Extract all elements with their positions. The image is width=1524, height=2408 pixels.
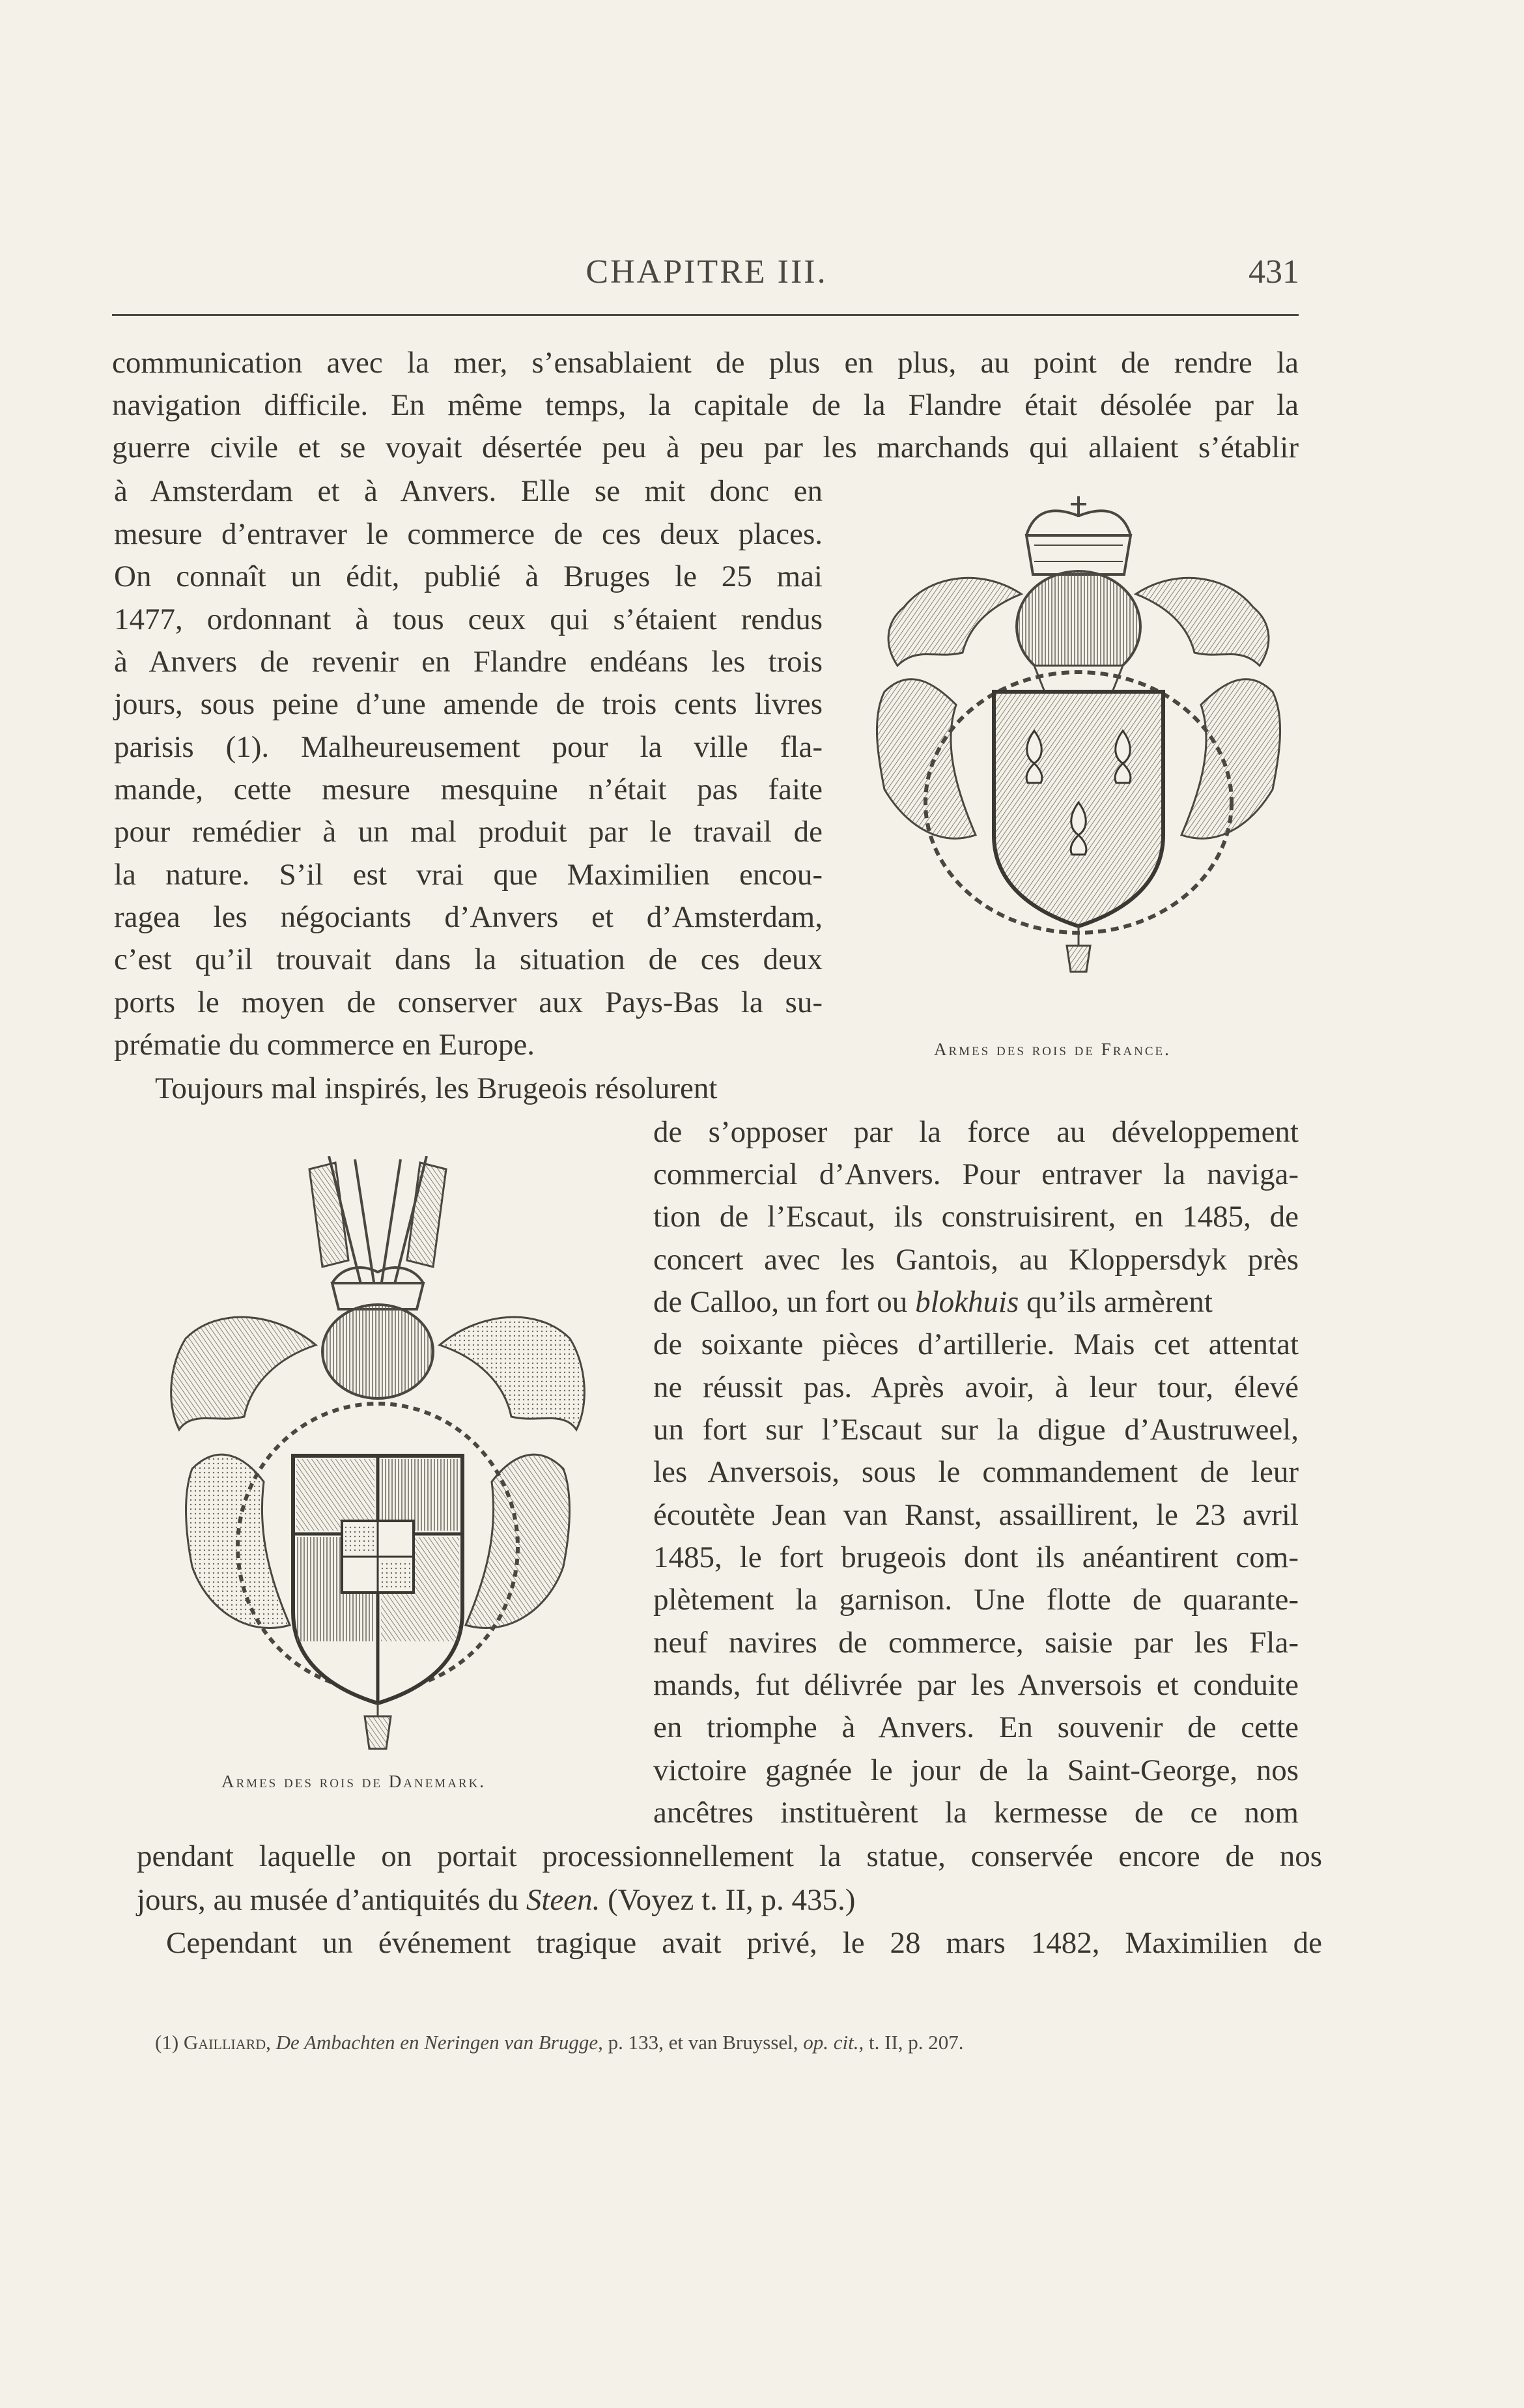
- text-line: Cependant un événement tragique avait privé, le 28 mars 1482, Maximilien de: [166, 1926, 1322, 1960]
- text-line: les Anversois, sous le commandement de leur: [653, 1455, 1299, 1489]
- coat-of-arms-danemark: [166, 1156, 589, 1759]
- footnote-opcit: op. cit.,: [803, 2031, 864, 2054]
- text-line: 1485, le fort brugeois dont ils anéantirent com-: [653, 1540, 1299, 1574]
- text-line: à Anvers de revenir en Flandre endéans les trois: [114, 645, 823, 679]
- text-line: communication avec la mer, s’ensablaient de plus en plus, au point de rendre la: [112, 346, 1299, 380]
- footnote: [155, 2031, 1112, 2054]
- text-line: commercial d’Anvers. Pour entraver la naviga-: [653, 1157, 1299, 1191]
- header-rule: [112, 314, 1299, 316]
- text-line: 1477, ordonnant à tous ceux qui s’étaient rendus: [114, 602, 823, 636]
- text-line: à Amsterdam et à Anvers. Elle se mit donc en: [114, 474, 823, 508]
- text-line: On connaît un édit, publié à Bruges le 25 mai: [114, 560, 823, 593]
- text-run: qu’ils armèrent: [1019, 1285, 1213, 1319]
- text-line: ragea les négociants d’Anvers et d’Amsterdam,: [114, 900, 823, 934]
- text-line: un fort sur l’Escaut sur la digue d’Austruweel,: [653, 1413, 1299, 1447]
- coat-of-arms-france: [858, 496, 1299, 1017]
- text-line: écoutète Jean van Ranst, assaillirent, le 23 avril: [653, 1498, 1299, 1532]
- text-line: mande, cette mesure mesquine n’était pas faite: [114, 772, 823, 806]
- text-run: jours, au musée d’antiquités du: [137, 1883, 526, 1917]
- france-arms-engraving: [858, 496, 1299, 1017]
- text-line: pour remédier à un mal produit par le travail de: [114, 815, 823, 849]
- text-line: mands, fut délivrée par les Anversois et conduite: [653, 1668, 1299, 1702]
- text-line: [653, 1282, 1299, 1322]
- footnote-author: Gailliard,: [183, 2031, 276, 2054]
- text-line: concert avec les Gantois, au Kloppersdyk près: [653, 1243, 1299, 1277]
- text-run: (Voyez t. II, p. 435.): [600, 1883, 856, 1917]
- text-line: mesure d’entraver le commerce de ces deux places.: [114, 517, 823, 551]
- text-line: de soixante pièces d’artillerie. Mais cet attentat: [653, 1327, 1299, 1361]
- text-line: tion de l’Escaut, ils construisirent, en 1485, de: [653, 1200, 1299, 1234]
- text-line: jours, sous peine d’une amende de trois cents livres: [114, 687, 823, 721]
- running-head: [114, 253, 1299, 292]
- caption-danemark: Armes des rois de Danemark.: [221, 1772, 487, 1791]
- text-line: parisis (1). Malheureusement pour la ville fla-: [114, 730, 823, 764]
- danemark-arms-engraving: [166, 1156, 589, 1759]
- footnote-end: t. II, p. 207.: [864, 2031, 964, 2054]
- text-line: navigation difficile. En même temps, la capitale de la Flandre était désolée par la: [112, 388, 1299, 422]
- footnote-marker: (1): [155, 2031, 184, 2054]
- page-number: 431: [1249, 253, 1299, 290]
- text-line: de s’opposer par la force au développement: [653, 1115, 1299, 1149]
- text-run: de Calloo, un fort ou: [653, 1285, 916, 1319]
- text-line: pendant laquelle on portait processionnellement la statue, conservée encore de nos: [137, 1839, 1322, 1873]
- text-line: [137, 1880, 855, 1919]
- italic-term-blokhuis: blokhuis: [915, 1285, 1019, 1319]
- text-line: la nature. S’il est vrai que Maximilien encou-: [114, 858, 823, 892]
- text-line: Toujours mal inspirés, les Brugeois résolurent: [155, 1071, 718, 1105]
- text-line: en triomphe à Anvers. En souvenir de cette: [653, 1710, 1299, 1744]
- text-line: guerre civile et se voyait désertée peu à peu par les marchands qui allaient s’établir: [112, 431, 1299, 464]
- text-line: ne réussit pas. Après avoir, à leur tour, élevé: [653, 1370, 1299, 1404]
- text-line: ancêtres instituèrent la kermesse de ce nom: [653, 1796, 1299, 1830]
- footnote-title: De Ambachten en Neringen van Brugge,: [275, 2031, 603, 2054]
- italic-term-steen: Steen.: [526, 1883, 600, 1917]
- text-line: neuf navires de commerce, saisie par les Fla-: [653, 1626, 1299, 1660]
- caption-france: Armes des rois de France.: [934, 1040, 1171, 1059]
- text-line: victoire gagnée le jour de la Saint-George, nos: [653, 1753, 1299, 1787]
- chapter-heading: CHAPITRE III.: [586, 253, 828, 290]
- text-line: plètement la garnison. Une flotte de quarante-: [653, 1583, 1299, 1617]
- text-line: ports le moyen de conserver aux Pays-Bas la su-: [114, 985, 823, 1019]
- footnote-middle: p. 133, et van Bruyssel,: [602, 2031, 804, 2054]
- text-line: prématie du commerce en Europe.: [114, 1028, 535, 1062]
- text-line: c’est qu’il trouvait dans la situation de ces deux: [114, 942, 823, 976]
